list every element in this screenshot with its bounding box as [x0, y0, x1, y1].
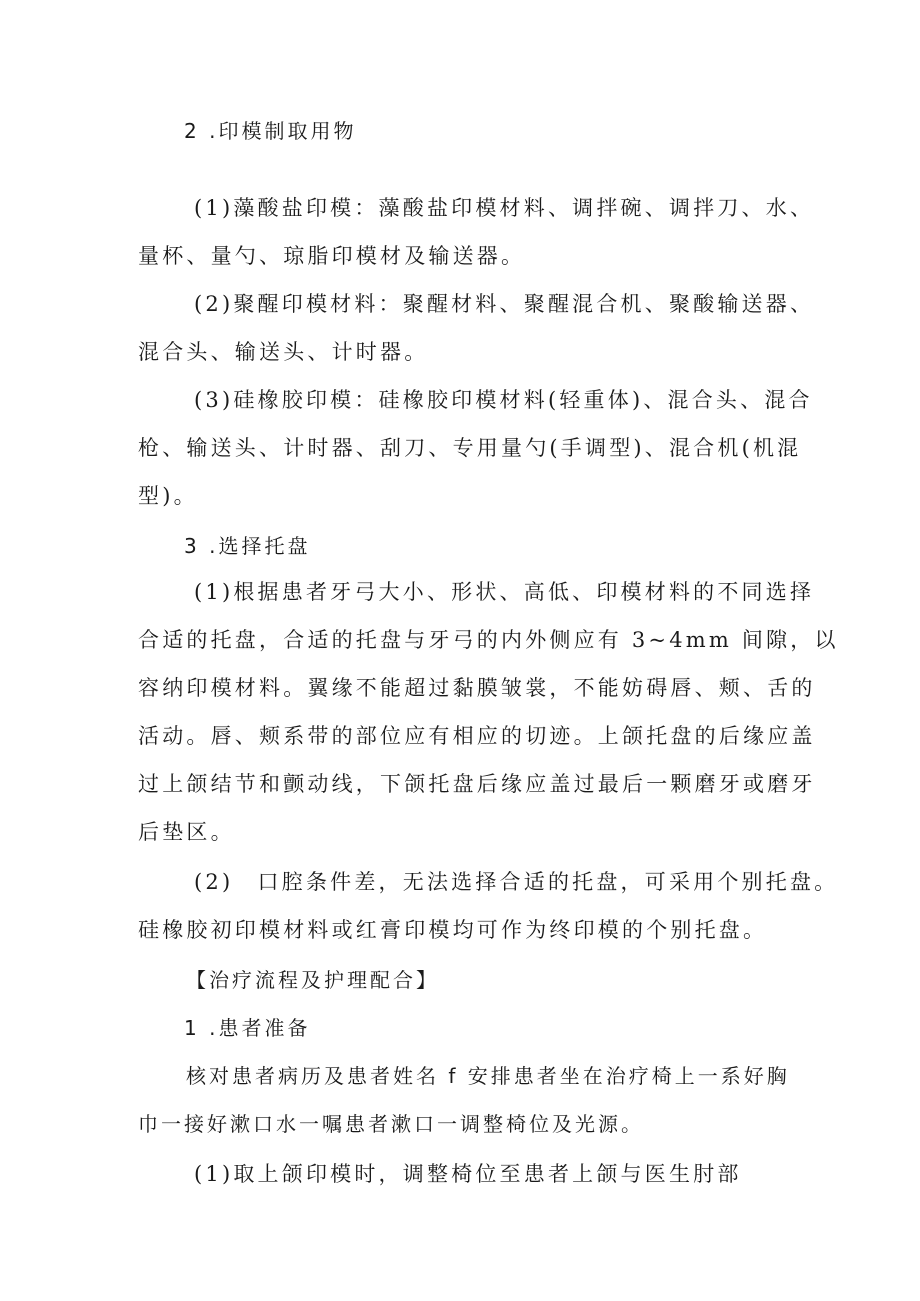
paragraph-silicone-line-1: (3)硅橡胶印模：硅橡胶印模材料(轻重体)、混合头、混合 [194, 388, 813, 412]
paragraph-silicone-line-2: 枪、输送头、计时器、刮刀、专用量勺(手调型)、混合机(机混 [138, 436, 802, 460]
section-heading-patient-prep: 1 .患者准备 [184, 1016, 311, 1040]
paragraph-patient-prep-line-1: 核对患者病历及患者姓名 f 安排患者坐在治疗椅上一系好胸 [186, 1064, 790, 1088]
paragraph-tray-line-6: 后垫区。 [138, 820, 235, 844]
section-heading-select-tray: 3 .选择托盘 [184, 534, 311, 558]
paragraph-tray-line-3: 容纳印模材料。翼缘不能超过黏膜皱裳，不能妨碍唇、颊、舌的 [138, 676, 816, 700]
paragraph-upper-impression-line-1: (1)取上颌印模时，调整椅位至患者上颌与医生肘部 [194, 1162, 742, 1186]
paragraph-tray-line-1: (1)根据患者牙弓大小、形状、高低、印模材料的不同选择 [194, 580, 815, 604]
paragraph-tray-line-4: 活动。唇、颊系带的部位应有相应的切迹。上颌托盘的后缘应盖 [138, 724, 816, 748]
paragraph-custom-tray-line-1: (2) 口腔条件差，无法选择合适的托盘，可采用个别托盘。 [194, 870, 839, 894]
paragraph-silicone-line-3: 型)。 [138, 484, 198, 508]
paragraph-patient-prep-line-2: 巾一接好漱口水一嘱患者漱口一调整椅位及光源。 [138, 1112, 644, 1136]
paragraph-alginate-line-1: (1)藻酸盐印模：藻酸盐印模材料、调拌碗、调拌刀、水、 [194, 196, 815, 220]
section-heading-treatment-flow: 【治疗流程及护理配合】 [186, 968, 439, 992]
paragraph-polyether-line-1: (2)聚醒印模材料：聚醒材料、聚醒混合机、聚酸输送器、 [194, 292, 815, 316]
paragraph-alginate-line-2: 量杯、量勺、琼脂印模材及输送器。 [138, 244, 526, 268]
paragraph-tray-line-2: 合适的托盘，合适的托盘与牙弓的内外侧应有 3~4mm 间隙，以 [138, 628, 839, 652]
paragraph-polyether-line-2: 混合头、输送头、计时器。 [138, 340, 429, 364]
section-heading-impression-supplies: 2 .印模制取用物 [184, 119, 357, 143]
paragraph-custom-tray-line-2: 硅橡胶初印模材料或红膏印模均可作为终印模的个别托盘。 [138, 918, 768, 942]
paragraph-tray-line-5: 过上颌结节和颤动线，下颌托盘后缘应盖过最后一颗磨牙或磨牙 [138, 772, 816, 796]
